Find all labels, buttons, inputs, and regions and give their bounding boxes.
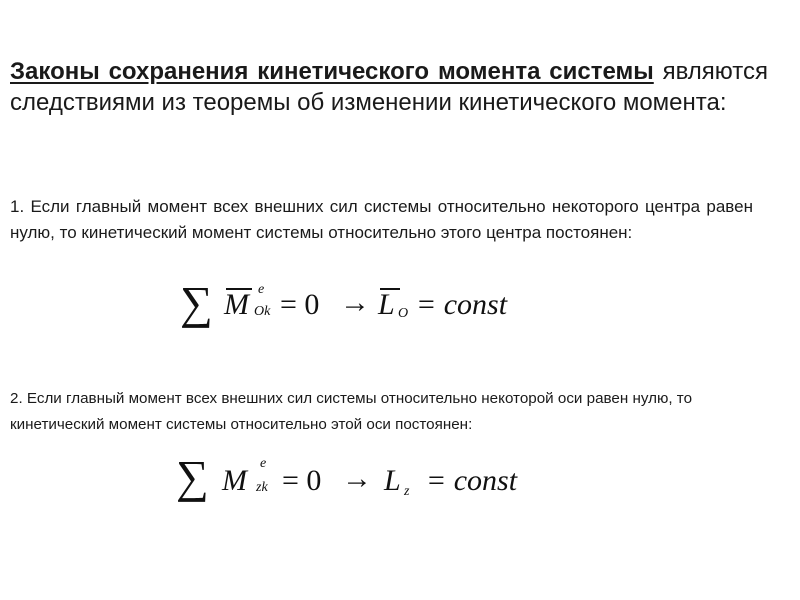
formula-2-sum-sign: ∑ [176, 451, 209, 502]
heading [10, 56, 768, 118]
formula-2-l-subscript: z [404, 484, 410, 499]
formula-1-arrow: → [340, 286, 370, 319]
formula-1-moment: M [224, 288, 249, 321]
formula-1-l-subscript: O [398, 306, 409, 321]
heading-rest: являются следствиями из теоремы об изменении кинетического момента: [10, 58, 768, 116]
formula-2-equals-const: = const [426, 464, 518, 497]
formula-2-subscript: zk [256, 480, 268, 495]
formula-2-superscript: e [260, 456, 267, 471]
formula-1-sum-sign: ∑ [180, 277, 213, 328]
formula-2-equals-zero: = 0 [282, 464, 322, 497]
formula-1-superscript: e [258, 282, 265, 297]
formula-1-equals-zero: = 0 [280, 288, 320, 321]
statement-1: 1. Если главный момент всех внешних сил системы относительно некоторого центра равен нулю, то кинетический момент системы относительно этого центра постоянен: [10, 197, 753, 242]
heading-lead: Законы сохранения кинетического момента системы [10, 58, 654, 85]
statement-2: 2. Если главный момент всех внешних сил системы относительно некоторой оси равен нулю, то кинетический момент системы относительно этой оси постоянен: [10, 390, 693, 433]
formula-2-moment: M [222, 464, 247, 497]
formula-1-subscript: Ok [254, 304, 271, 319]
formula-1-kinetic-moment: L [378, 288, 395, 321]
formula-1-equals-const: = const [416, 288, 508, 321]
formula-2-kinetic-moment: L [384, 464, 401, 497]
formula-2-arrow: → [342, 462, 372, 495]
